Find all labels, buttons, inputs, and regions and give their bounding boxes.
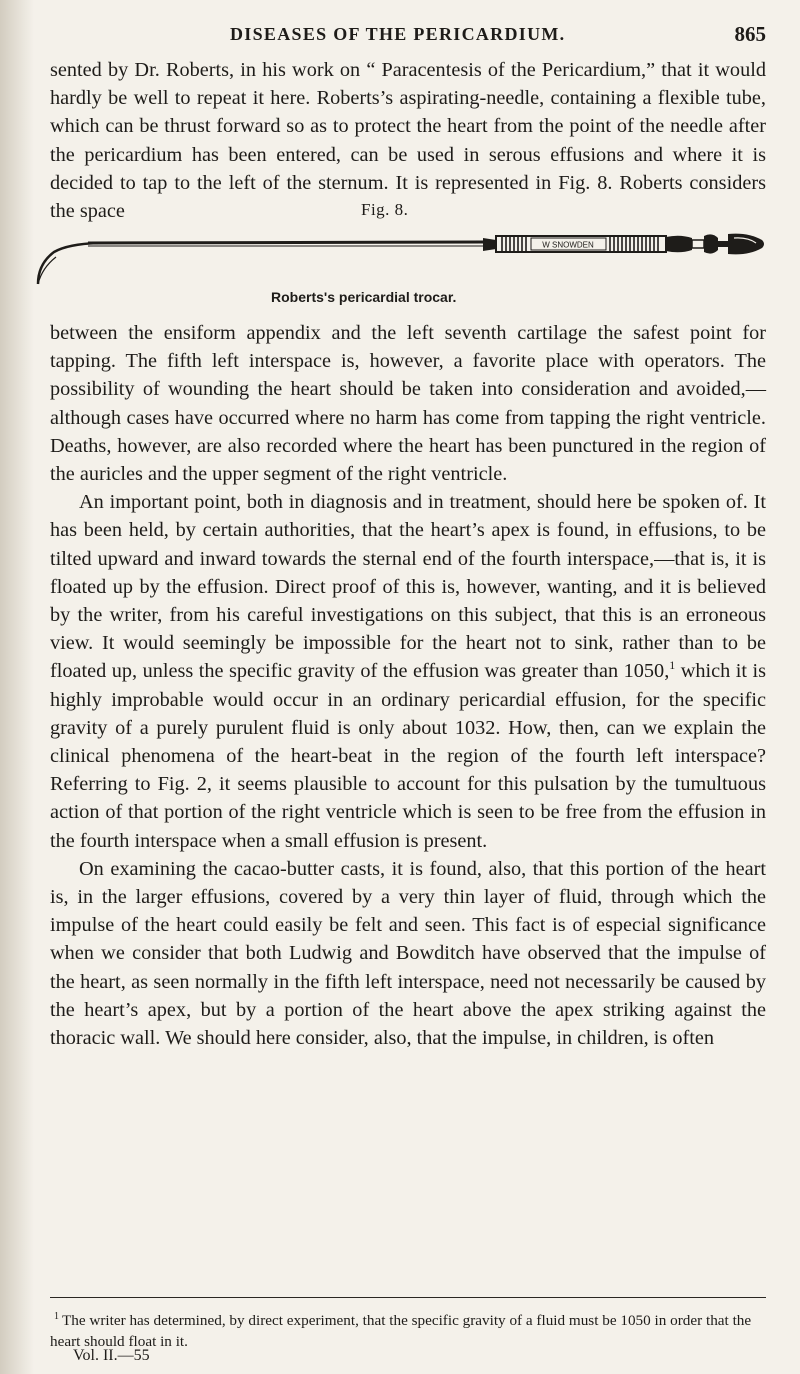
trocar-illustration xyxy=(28,228,768,288)
page-binding-shadow xyxy=(0,0,34,1374)
paragraph-heart-apex-start: An important point, both in diagnosis and in treatment, should here be spoken of. It has been held, by certain authorities, that the heart’s apex is found, in effusions, to be tilted upward and inward towards the sternal end of the fourth interspace,—that is, it is floated up by the effusion. Direct proof of this is, however, wanting, and it is believed by the writer, from his careful investigations on this subject, that this is an erroneous view. It would seemingly be impossible for the heart not to sink, rather than to be floated up, unless the specific gravity of the effusion was greater than 1050, xyxy=(50,491,766,683)
running-head xyxy=(50,20,766,48)
paragraph-cacao-butter-casts: On examining the cacao-butter casts, it is found, also, that this portion of the heart is, in the larger effusions, covered by a very thin layer of fluid, through which the impulse of the heart could easily be felt and seen. This fact is of especial significance when we consider that both Ludwig and Bowditch have observed that the impulse of the heart, as seen normally in the fifth left interspace, need not necessarily be caused by the heart’s apex, but by a portion of the heart above the apex striking against the thoracic wall. We should here consider, also, that the impulse, in children, is often xyxy=(50,857,766,1050)
volume-signature: Vol. II.—55 xyxy=(73,1347,150,1364)
figure-caption: Roberts's pericardial trocar. xyxy=(271,289,457,305)
paragraph-opening: sented by Dr. Roberts, in his work on “ Paracentesis of the Pericardium,” that it would hardly be well to repeat it here. Roberts’s aspirating-needle, containing a flexible tube, which can be thrust forward so as to protect the heart from the point of the needle after the pericardium has been entered, can be used in serous effusions and where it is decided to tap to the left of the sternum. It is represented in Fig. 8. Roberts considers the space xyxy=(50,59,766,223)
footnote-text: The writer has determined, by direct experiment, that the specific gravity of a fluid must be 1050 in order that the heart should float in it. xyxy=(50,1312,752,1351)
figure-label: Fig. 8. xyxy=(361,200,409,219)
footnote-reference[interactable]: 1 xyxy=(669,658,676,673)
footnote-divider xyxy=(50,1297,766,1298)
paragraph-heart-apex xyxy=(50,488,766,855)
footnote xyxy=(50,1306,766,1352)
paragraph-tapping-point: between the ensiform appendix and the left seventh cartilage the safest point for tapping. The fifth left interspace is, however, a favorite place with operators. The possibility of wounding the heart should be taken into consideration and avoided,—although cases have occurred where no harm has come from tapping the right ventricle. Deaths, however, are also recorded where the heart has been punctured in the region of the auricles and the upper segment of the right ventricle. xyxy=(50,322,766,486)
page-number: 865 xyxy=(734,22,766,46)
footnote-mark: 1 xyxy=(54,1311,59,1322)
paragraph-heart-apex-end: which it is highly improbable would occur in an ordinary pericardial effusion, for the specific gravity of a purely purulent fluid is only about 1032. How, then, can we explain the clinical phenomena of the heart-beat in the region of the fourth left interspace? Referring to Fig. 2, it seems plausible to account for this pulsation by the tumultuous action of that portion of the right ventricle which is seen to be free from the effusion in the fourth interspace when a small effusion is present. xyxy=(50,660,766,852)
maker-stamp-text: W SNOWDEN xyxy=(542,240,594,250)
main-text-block xyxy=(50,319,766,1052)
running-title: DISEASES OF THE PERICARDIUM. xyxy=(230,24,566,44)
